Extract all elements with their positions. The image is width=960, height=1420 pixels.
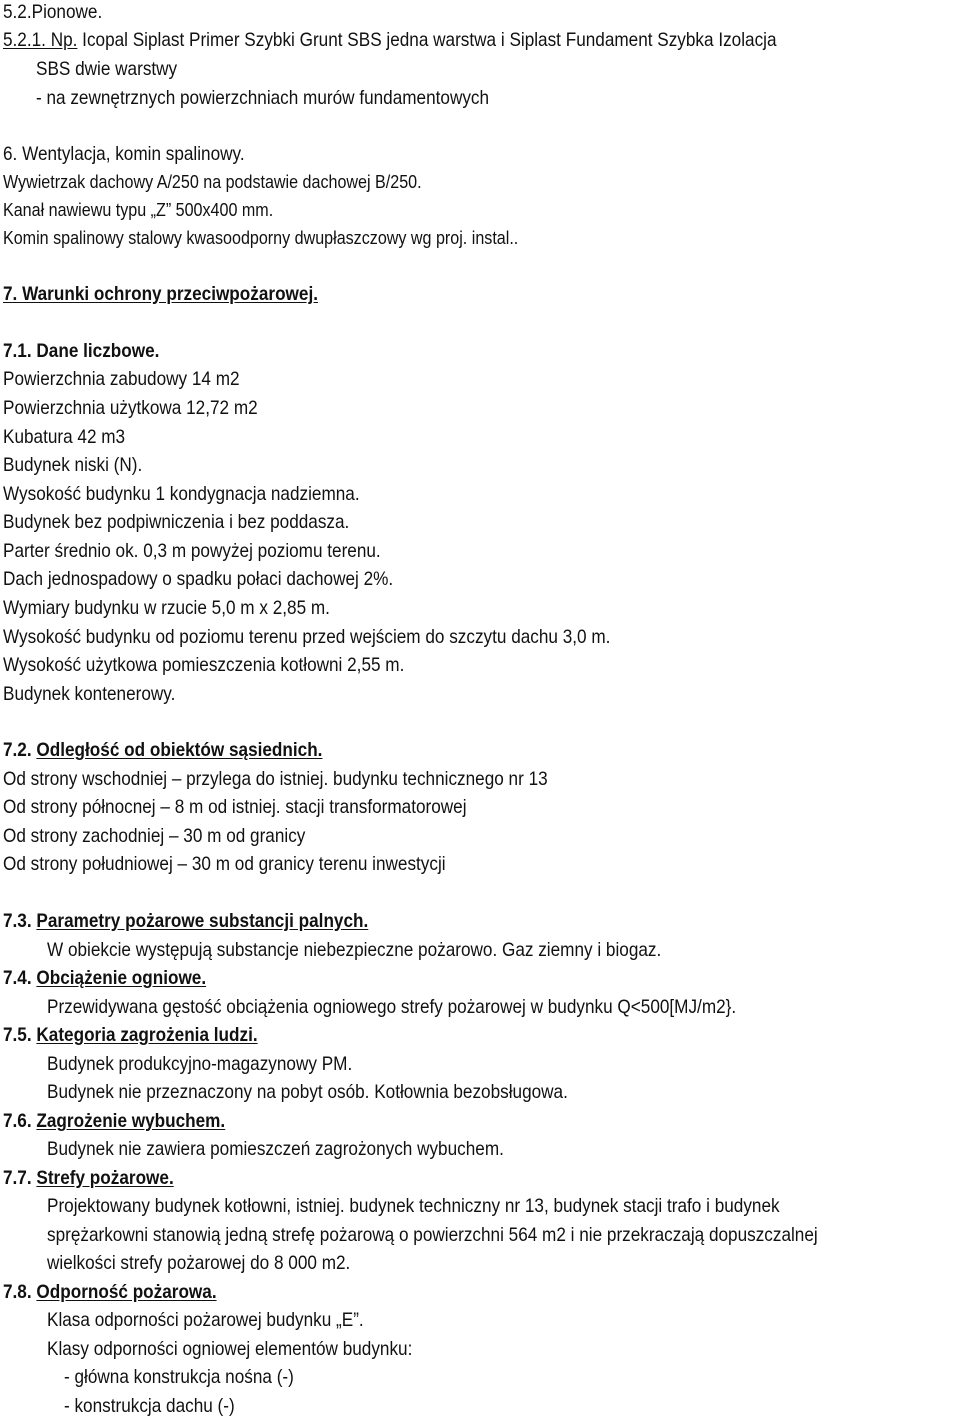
section-7-4-number: 7.4. [3,967,32,989]
section-7-1-line-6: Budynek bez podpiwniczenia i bez poddasza. [3,511,350,533]
section-7-8-list-item-2: - konstrukcja dachu (-) [64,1395,235,1417]
section-7-1-line-2: Powierzchnia użytkowa 12,72 m2 [3,397,258,419]
section-5-2-title: 5.2.Pionowe. [3,1,103,23]
section-7-2-heading [3,738,322,762]
section-7-1-line-5: Wysokość budynku 1 kondygnacja nadziemna. [3,483,360,505]
section-5-2-1-line-2: SBS dwie warstwy [36,58,178,80]
section-7-6-line-1: Budynek nie zawiera pomieszczeń zagrożonych wybuchem. [47,1138,504,1160]
section-7-2-line-1: Od strony wschodniej – przylega do istniej. budynku technicznego nr 13 [3,768,548,790]
section-7-6-number: 7.6. [3,1110,32,1132]
section-7-1-line-12: Budynek kontenerowy. [3,683,176,705]
section-7-7-title: Strefy pożarowe. [36,1167,174,1189]
section-7-7-number: 7.7. [3,1167,32,1189]
section-6-line-3: Komin spalinowy stalowy kwasoodporny dwupłaszczowy wg proj. instal.. [3,227,519,248]
section-7-8-line-1: Klasa odporności pożarowej budynku „E”. [47,1309,364,1331]
section-5-2-1-text: Icopal Siplast Primer Szybki Grunt SBS jedna warstwa i Siplast Fundament Szybka Izolacja [77,29,777,51]
section-7-4-line-1: Przewidywana gęstość obciążenia ogniowego strefy pożarowej w budynku Q<500[MJ/m2}. [47,996,737,1018]
section-7-1-line-7: Parter średnio ok. 0,3 m powyżej poziomu terenu. [3,540,381,562]
section-7-8-line-2: Klasy odporności ogniowej elementów budynku: [47,1338,413,1360]
section-7-8-title: Odporność pożarowa. [36,1281,217,1303]
section-7-1-line-1: Powierzchnia zabudowy 14 m2 [3,368,240,390]
section-7-6-heading [3,1109,225,1133]
section-7-7-line-2: sprężarkowni stanowią jedną strefę pożarową o powierzchni 564 m2 i nie przekraczają dopuszczalnej [47,1224,818,1246]
section-7-2-line-3: Od strony zachodniej – 30 m od granicy [3,825,306,847]
section-7-8-list-item-1: - główna konstrukcja nośna (-) [64,1366,294,1388]
section-7-8-heading [3,1280,217,1304]
section-7-6-title: Zagrożenie wybuchem. [36,1110,226,1132]
section-7-1-line-11: Wysokość użytkowa pomieszczenia kotłowni 2,55 m. [3,654,405,676]
section-7-2-line-4: Od strony południowej – 30 m od granicy terenu inwestycji [3,853,446,875]
section-7-3-number: 7.3. [3,910,32,932]
section-7-7-heading [3,1166,174,1190]
section-7-1-line-4: Budynek niski (N). [3,454,143,476]
section-6-heading: 6. Wentylacja, komin spalinowy. [3,143,245,165]
section-7-7-line-3: wielkości strefy pożarowej do 8 000 m2. [47,1252,351,1274]
section-7-8-number: 7.8. [3,1281,32,1303]
section-7-1-heading [3,339,159,363]
section-7-2-line-2: Od strony północnej – 8 m od istniej. stacji transformatorowej [3,796,467,818]
section-7-4-title: Obciążenie ogniowe. [36,967,207,989]
section-5-2-1-number: 5.2.1. Np. [3,29,78,51]
section-6-line-2: Kanał nawiewu typu „Z” 500x400 mm. [3,199,274,220]
section-7-7-line-1: Projektowany budynek kotłowni, istniej. budynek techniczny nr 13, budynek stacji trafo i budynek [47,1195,780,1217]
section-5-2-1-line [3,28,777,52]
section-7-3-title: Parametry pożarowe substancji palnych. [36,910,369,932]
section-7-1-number: 7.1. [3,340,32,362]
section-7-2-number: 7.2. [3,739,32,761]
section-7-1-line-10: Wysokość budynku od poziomu terenu przed wejściem do szczytu dachu 3,0 m. [3,626,611,648]
section-7-1-line-3: Kubatura 42 m3 [3,426,126,448]
section-7-5-number: 7.5. [3,1024,32,1046]
section-7-3-line-1: W obiekcie występują substancje niebezpieczne pożarowo. Gaz ziemny i biogaz. [47,939,662,961]
section-7-1-line-8: Dach jednospadowy o spadku połaci dachowej 2%. [3,568,394,590]
section-7-5-title: Kategoria zagrożenia ludzi. [36,1024,258,1046]
section-5-2-1-line-3: - na zewnętrznych powierzchniach murów fundamentowych [36,87,490,109]
section-7-2-title: Odległość od obiektów sąsiednich. [36,739,323,761]
section-6-line-1: Wywietrzak dachowy A/250 na podstawie dachowej B/250. [3,171,422,192]
section-7-1-title: Dane liczbowe. [36,340,160,362]
section-7-5-line-1: Budynek produkcyjno-magazynowy PM. [47,1053,353,1075]
section-7-heading: 7. Warunki ochrony przeciwpożarowej. [3,283,318,305]
section-7-5-line-2: Budynek nie przeznaczony na pobyt osób. Kotłownia bezobsługowa. [47,1081,568,1103]
section-7-1-line-9: Wymiary budynku w rzucie 5,0 m x 2,85 m. [3,597,330,619]
section-7-5-heading [3,1023,258,1047]
section-7-3-heading [3,909,368,933]
section-7-4-heading [3,966,206,990]
